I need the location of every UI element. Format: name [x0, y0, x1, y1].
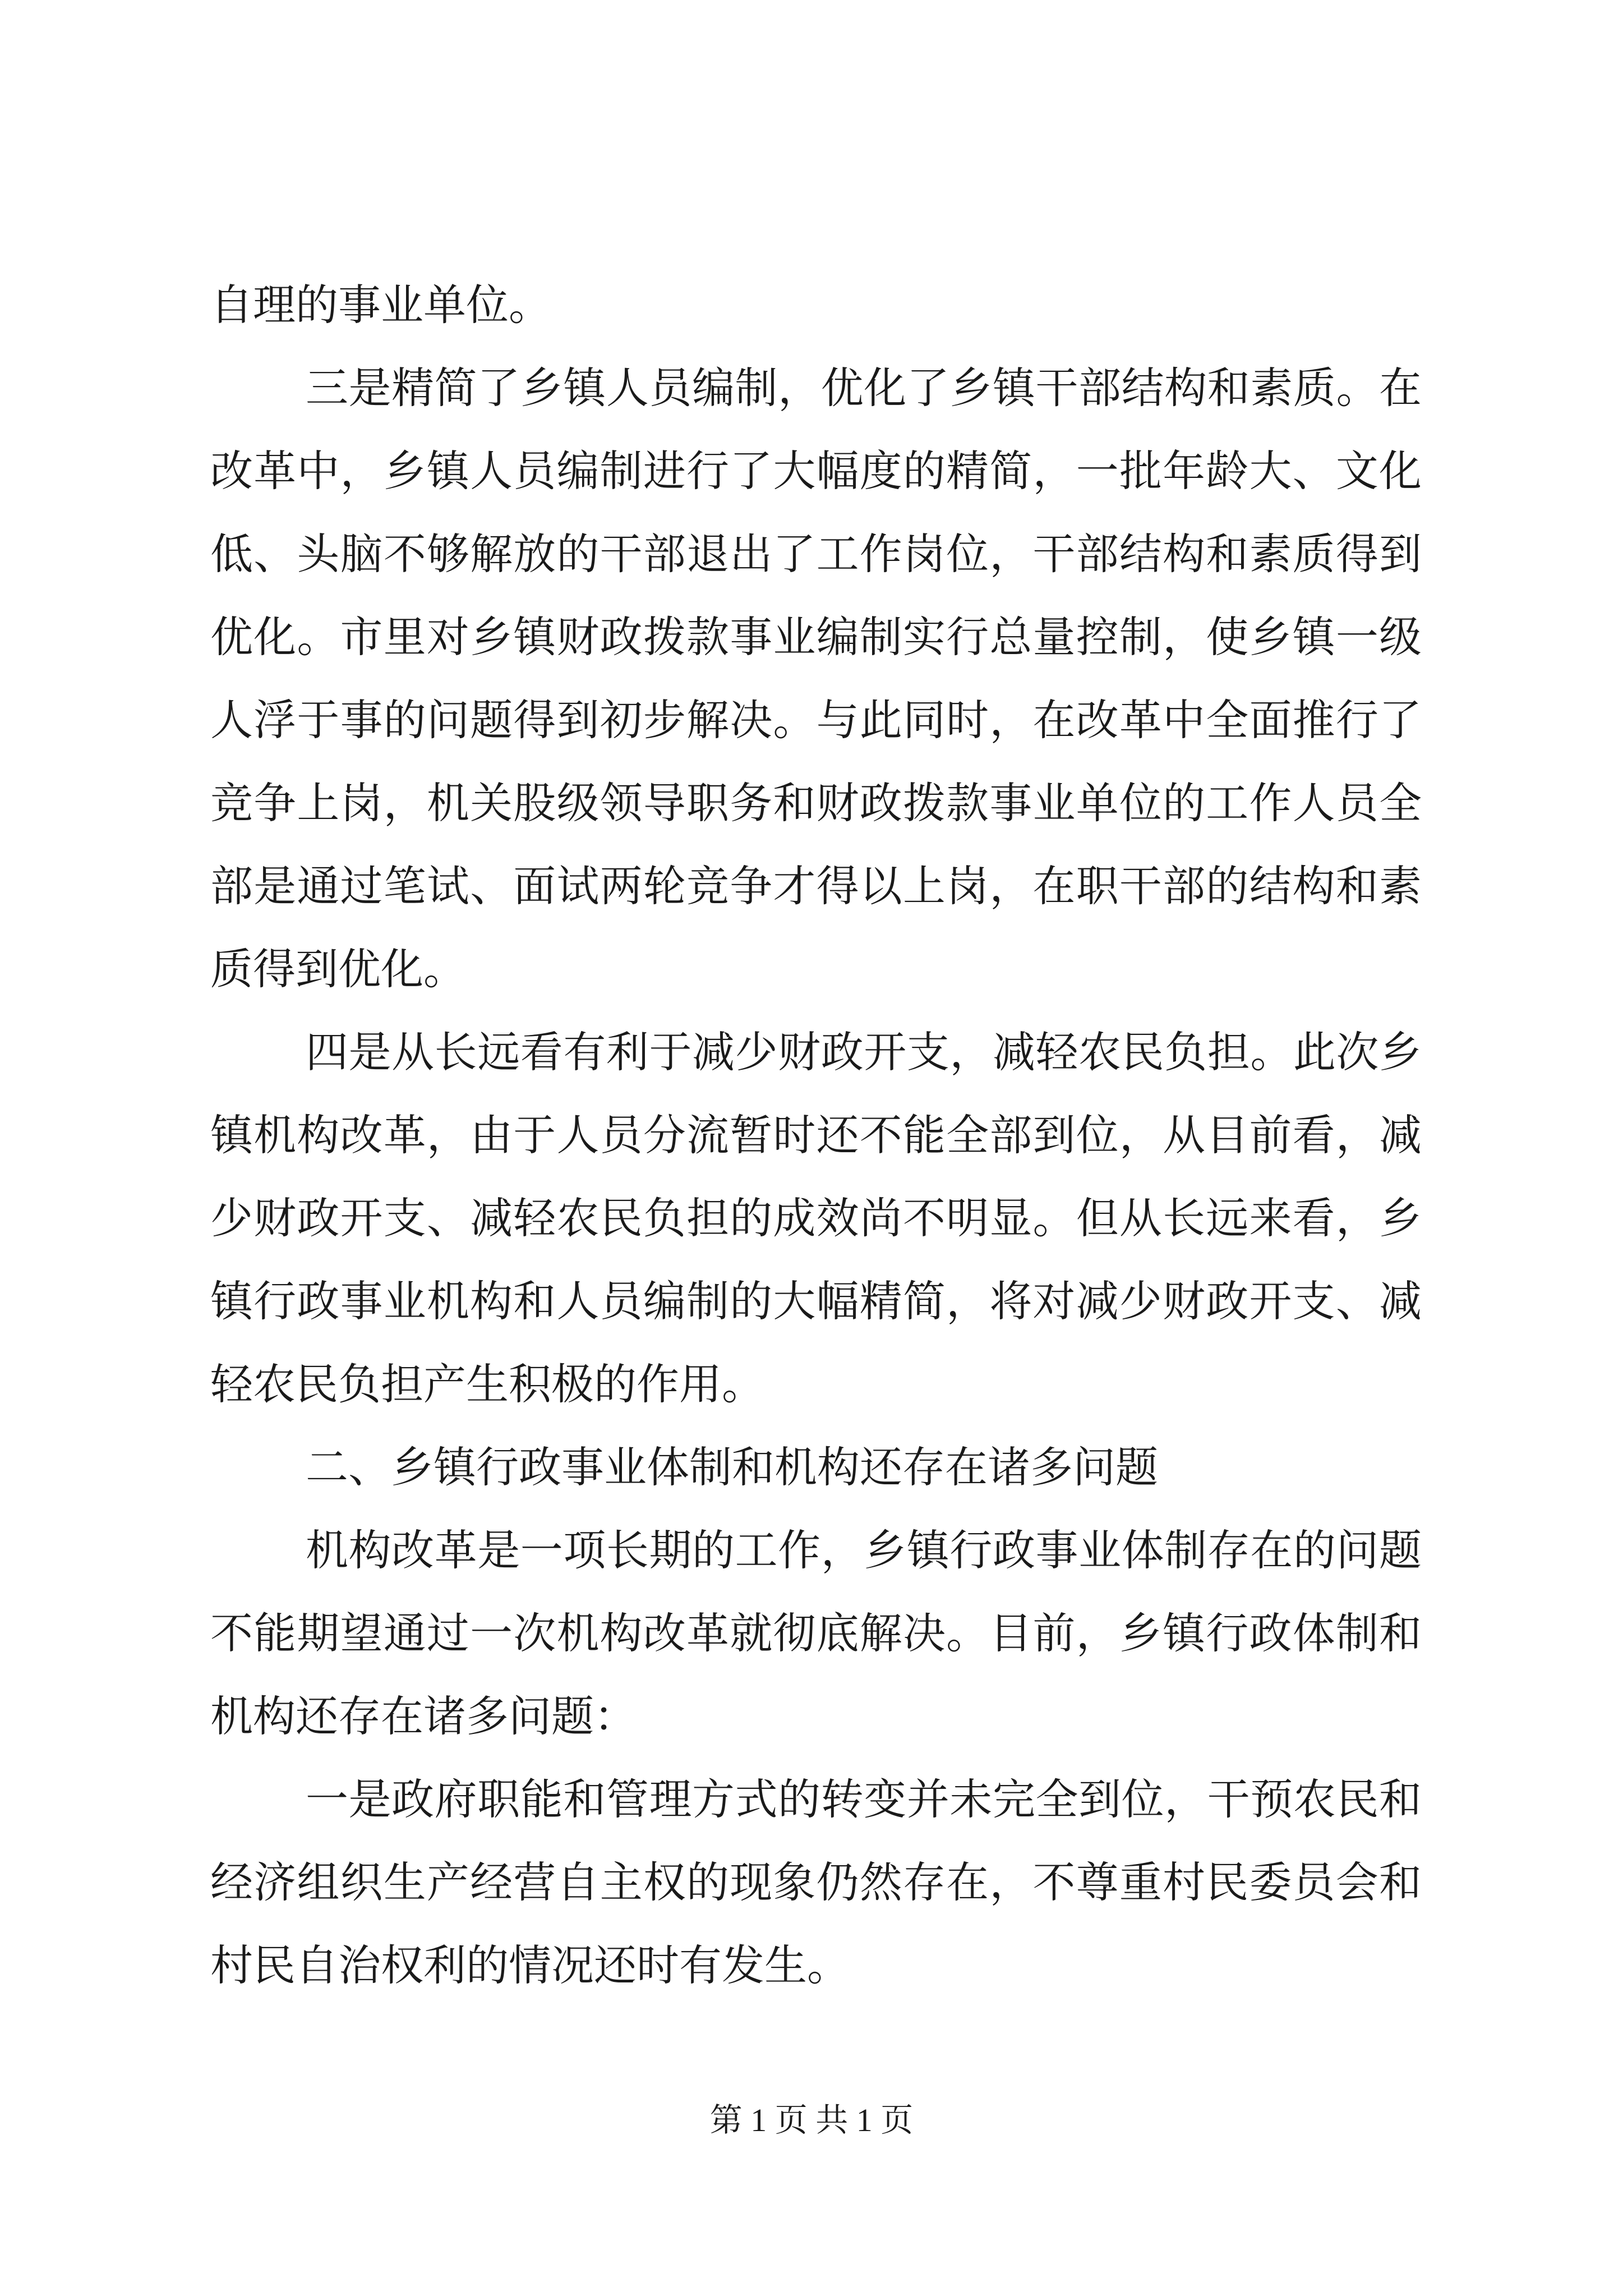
text-line: 镇机构改革，由于人员分流暂时还不能全部到位，从目前看，减: [210, 1110, 1422, 1160]
page-footer: 第 1 页 共 1 页: [709, 2102, 914, 2138]
text-line: 机构还存在诸多问题：: [210, 1691, 637, 1741]
text-line: 人浮于事的问题得到初步解决。与此同时，在改革中全面推行了: [210, 695, 1422, 745]
text-line: 机构改革是一项长期的工作，乡镇行政事业体制存在的问题: [306, 1525, 1422, 1575]
text-line: 部是通过笔试、面试两轮竞争才得以上岗，在职干部的结构和素: [210, 861, 1422, 911]
text-line: 不能期望通过一次机构改革就彻底解决。目前，乡镇行政体制和: [210, 1608, 1422, 1658]
text-line: 一是政府职能和管理方式的转变并未完全到位，干预农民和: [306, 1774, 1422, 1824]
document-body: [210, 264, 1422, 2007]
text-line: 镇行政事业机构和人员编制的大幅精简，将对减少财政开支、减: [210, 1276, 1422, 1326]
text-line: 质得到优化。: [210, 944, 466, 994]
text-line: 经济组织生产经营自主权的现象仍然存在，不尊重村民委员会和: [210, 1857, 1422, 1907]
text-line: 村民自治权利的情况还时有发生。: [210, 1940, 850, 1990]
text-line: 二、乡镇行政事业体制和机构还存在诸多问题: [306, 1442, 1158, 1492]
text-line: 轻农民负担产生积极的作用。: [210, 1359, 764, 1409]
text-line: 竞争上岗，机关股级领导职务和财政拨款事业单位的工作人员全: [210, 778, 1422, 828]
text-line: 少财政开支、减轻农民负担的成效尚不明显。但从长远来看，乡: [210, 1193, 1422, 1243]
text-line: 优化。市里对乡镇财政拨款事业编制实行总量控制，使乡镇一级: [210, 612, 1422, 662]
text-line: 四是从长远看有利于减少财政开支，减轻农民负担。此次乡: [306, 1027, 1422, 1077]
text-line: 改革中，乡镇人员编制进行了大幅度的精简，一批年龄大、文化: [210, 446, 1422, 496]
text-line: 自理的事业单位。: [210, 280, 551, 330]
text-line: 三是精简了乡镇人员编制，优化了乡镇干部结构和素质。在: [306, 363, 1422, 413]
text-line: 低、头脑不够解放的干部退出了工作岗位，干部结构和素质得到: [210, 529, 1422, 579]
